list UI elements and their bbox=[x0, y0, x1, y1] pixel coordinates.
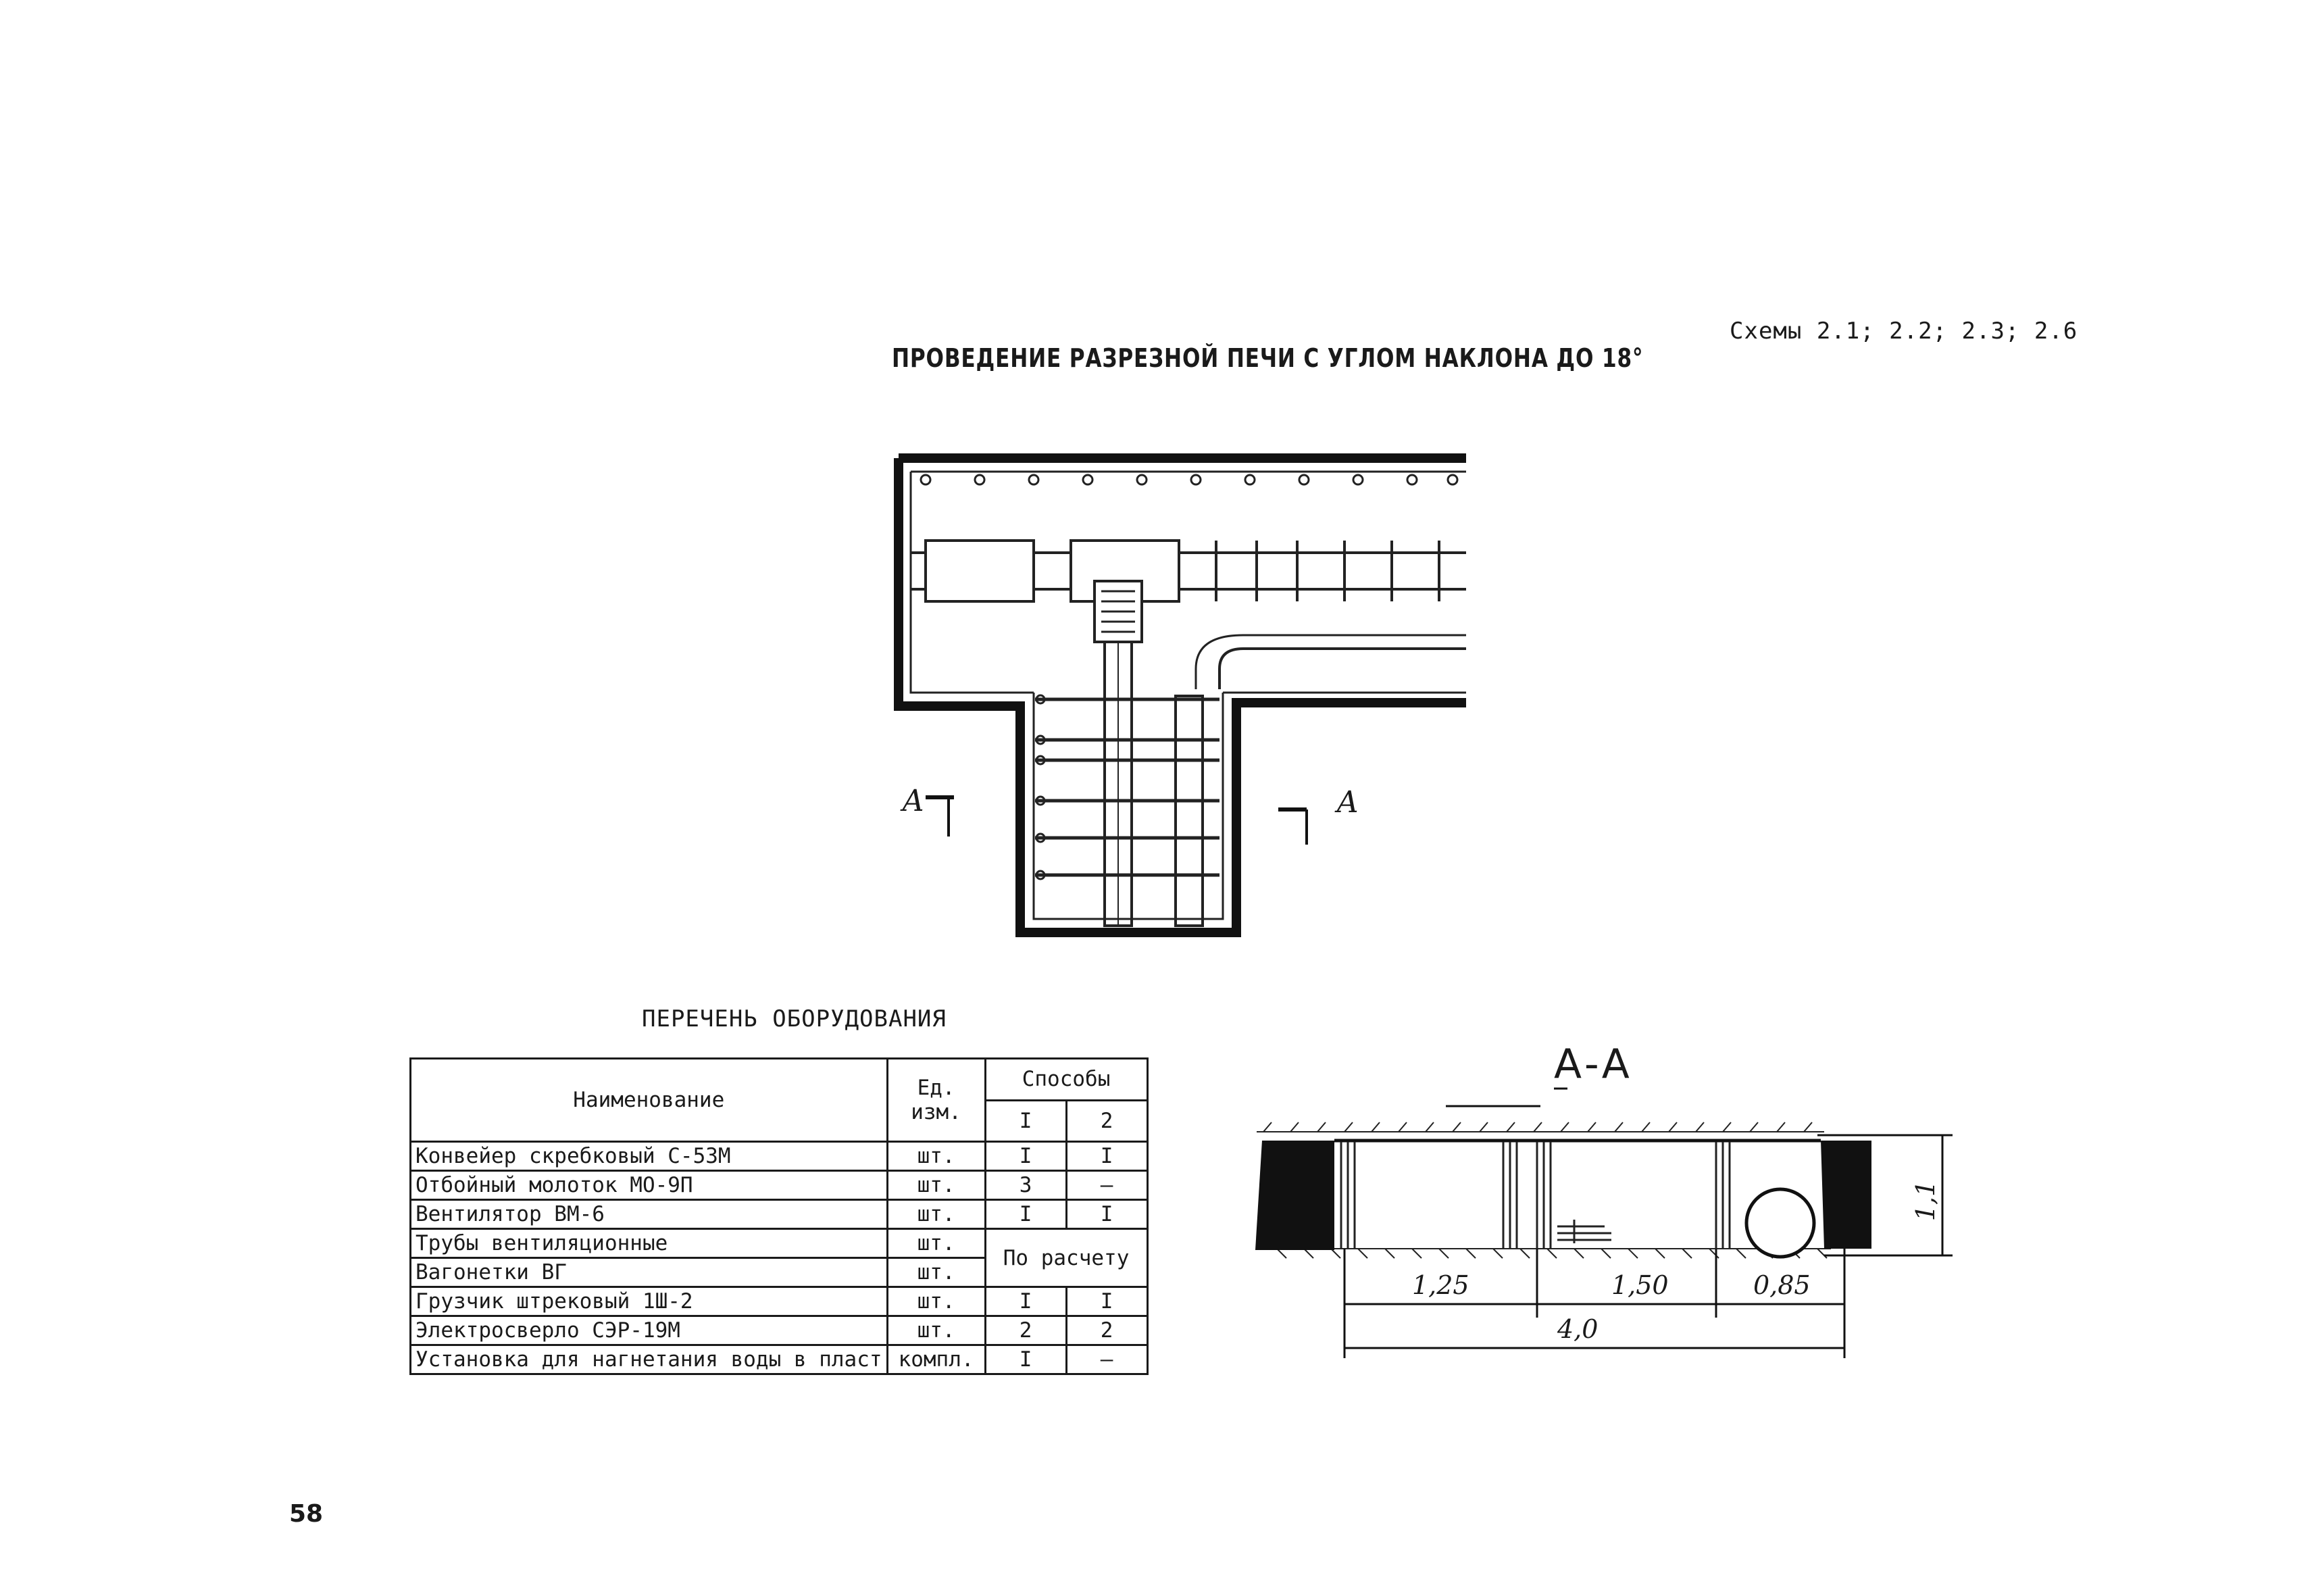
header-unit: Ед. изм. bbox=[887, 1059, 985, 1142]
table-row bbox=[411, 1200, 1148, 1229]
row-method-1: I bbox=[985, 1345, 1066, 1374]
wagon-1 bbox=[926, 541, 1034, 601]
dim-1: 1,25 bbox=[1412, 1270, 1469, 1300]
dim-total: 4,0 bbox=[1557, 1314, 1599, 1344]
row-method-merged: По расчету bbox=[985, 1229, 1147, 1287]
row-unit: компл. bbox=[887, 1345, 985, 1374]
vent-pipe bbox=[1219, 649, 1466, 689]
row-name: Вагонетки ВГ bbox=[411, 1258, 888, 1287]
table-row bbox=[411, 1229, 1148, 1258]
page-number: 58 bbox=[289, 1500, 324, 1528]
equipment-list-title: ПЕРЕЧЕНЬ ОБОРУДОВАНИЯ bbox=[642, 1005, 947, 1032]
section-label: А-А bbox=[1554, 1041, 1632, 1088]
cut-label-right: А bbox=[1336, 785, 1359, 820]
props-top bbox=[921, 475, 1457, 484]
coal-seam-left bbox=[1255, 1141, 1334, 1250]
equipment-table bbox=[409, 1057, 1149, 1375]
row-unit: шт. bbox=[887, 1142, 985, 1171]
row-method-2: 2 bbox=[1066, 1316, 1147, 1345]
page-title: ПРОВЕДЕНИЕ РАЗРЕЗНОЙ ПЕЧИ С УГЛОМ НАКЛОНА ДО 18° bbox=[892, 343, 1644, 373]
plan-drawing bbox=[878, 446, 1486, 946]
row-name: Установка для нагнетания воды в пласт bbox=[411, 1345, 888, 1374]
row-name: Конвейер скребковый С-53М bbox=[411, 1142, 888, 1171]
section-drawing bbox=[1250, 1101, 1959, 1372]
props bbox=[1341, 1142, 1730, 1249]
table-row bbox=[411, 1345, 1148, 1374]
row-method-2: – bbox=[1066, 1345, 1147, 1374]
row-name: Трубы вентиляционные bbox=[411, 1229, 888, 1258]
row-unit: шт. bbox=[887, 1200, 985, 1229]
table-row bbox=[411, 1287, 1148, 1316]
table-row bbox=[411, 1171, 1148, 1200]
vent-pipe-section bbox=[1746, 1189, 1814, 1257]
row-method-1: I bbox=[985, 1142, 1066, 1171]
row-unit: шт. bbox=[887, 1287, 985, 1316]
dim-2: 1,50 bbox=[1611, 1270, 1669, 1300]
row-method-2: I bbox=[1066, 1142, 1147, 1171]
row-method-1: I bbox=[985, 1200, 1066, 1229]
row-name: Грузчик штрековый 1Ш-2 bbox=[411, 1287, 888, 1316]
table-row bbox=[411, 1316, 1148, 1345]
row-method-1: 3 bbox=[985, 1171, 1066, 1200]
row-method-2: I bbox=[1066, 1287, 1147, 1316]
dim-3: 0,85 bbox=[1753, 1270, 1811, 1300]
row-method-2: I bbox=[1066, 1200, 1147, 1229]
row-method-1: I bbox=[985, 1287, 1066, 1316]
header-methods: Способы bbox=[985, 1059, 1147, 1101]
header-name: Наименование bbox=[411, 1059, 888, 1142]
coal-seam-right bbox=[1821, 1141, 1871, 1249]
schemes-reference: Схемы 2.1; 2.2; 2.3; 2.6 bbox=[1730, 318, 2078, 345]
row-method-1: 2 bbox=[985, 1316, 1066, 1345]
row-unit: шт. bbox=[887, 1171, 985, 1200]
crossbeams bbox=[1035, 699, 1219, 875]
row-unit: шт. bbox=[887, 1229, 985, 1258]
conveyor-section bbox=[1557, 1220, 1611, 1243]
row-name: Электросверло СЭР-19М bbox=[411, 1316, 888, 1345]
header-method-1: I bbox=[985, 1100, 1066, 1142]
cut-label-left: А bbox=[902, 784, 925, 818]
dim-height: 1,1 bbox=[1911, 1180, 1941, 1222]
row-unit: шт. bbox=[887, 1316, 985, 1345]
row-name: Отбойный молоток МО-9П bbox=[411, 1171, 888, 1200]
row-name: Вентилятор ВМ-6 bbox=[411, 1200, 888, 1229]
table-row bbox=[411, 1142, 1148, 1171]
row-unit: шт. bbox=[887, 1258, 985, 1287]
row-method-2: – bbox=[1066, 1171, 1147, 1200]
header-method-2: 2 bbox=[1066, 1100, 1147, 1142]
